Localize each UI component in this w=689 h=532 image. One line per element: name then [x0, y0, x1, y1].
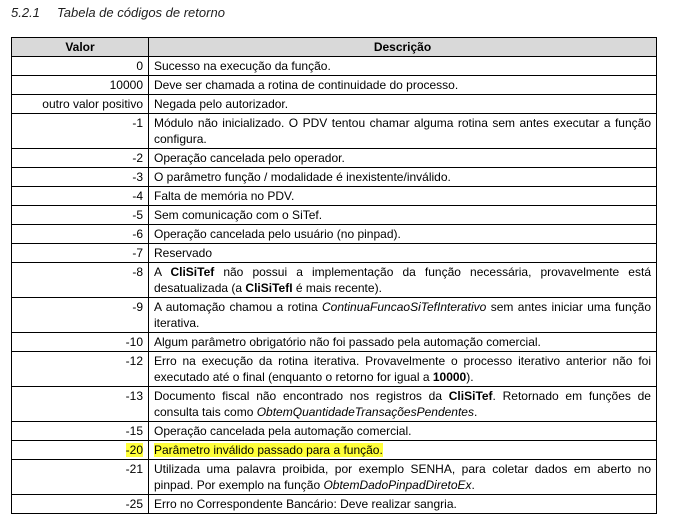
- return-code-value: -8: [12, 263, 149, 298]
- table-row: [12, 114, 657, 149]
- description-text: .: [471, 478, 475, 492]
- table-row: [12, 422, 657, 441]
- description-text: Módulo não inicializado. O PDV tentou chamar alguma rotina sem antes executar a função configura.: [154, 116, 651, 146]
- table-row: [12, 76, 657, 95]
- description-text: Erro no Correspondente Bancário: Deve realizar sangria.: [154, 497, 457, 511]
- return-code-value: -6: [12, 225, 149, 244]
- description-text: Sem comunicação com o SiTef.: [154, 208, 323, 222]
- table-row: [12, 352, 657, 387]
- return-code-description: [149, 244, 657, 263]
- return-code-value: -15: [12, 422, 149, 441]
- return-code-description: [149, 298, 657, 333]
- description-text: Sucesso na execução da função.: [154, 59, 331, 73]
- return-code-value: -21: [12, 460, 149, 495]
- return-code-value: -5: [12, 206, 149, 225]
- description-text: . Retornado em funções de consulta tais como: [154, 389, 651, 419]
- return-code-value: -12: [12, 352, 149, 387]
- description-text: Documento fiscal não encontrado nos registros da: [154, 389, 449, 403]
- return-code-description: [149, 95, 657, 114]
- description-text: Operação cancelada pelo usuário (no pinpad).: [154, 227, 401, 241]
- description-text: Deve ser chamada a rotina de continuidade do processo.: [154, 78, 459, 92]
- table-row: [12, 441, 657, 460]
- table-row: [12, 495, 657, 514]
- return-code-value: 0: [12, 57, 149, 76]
- table-body: [12, 57, 657, 514]
- return-code-description: [149, 76, 657, 95]
- return-code-value: -3: [12, 168, 149, 187]
- return-code-description: [149, 168, 657, 187]
- table-row: [12, 95, 657, 114]
- return-code-description: [149, 225, 657, 244]
- table-row: [12, 263, 657, 298]
- bold-term: CliSiTef: [448, 389, 493, 403]
- function-name: ObtemQuantidadeTransaçõesPendentes: [256, 405, 474, 419]
- function-name: ObtemDadoPinpadDiretoEx: [323, 478, 472, 492]
- description-text: Parâmetro inválido passado para a função.: [154, 443, 383, 457]
- description-text: ).: [466, 370, 474, 384]
- return-code-description: [149, 352, 657, 387]
- return-code-description: [149, 206, 657, 225]
- description-text: Erro na execução da rotina iterativa. Provavelmente o processo iterativo anterior não foi executado até o final (enquanto o retorno for igual a: [154, 354, 651, 384]
- highlighted-text: [154, 443, 383, 457]
- function-name: ContinuaFuncaoSiTefInterativo: [322, 300, 487, 314]
- return-code-value: -25: [12, 495, 149, 514]
- column-header-value: Valor: [12, 38, 149, 57]
- return-code-value: -7: [12, 244, 149, 263]
- return-code-value: outro valor positivo: [12, 95, 149, 114]
- bold-term: CliSiTef: [170, 265, 215, 279]
- return-code-value: -4: [12, 187, 149, 206]
- column-header-description: Descrição: [149, 38, 657, 57]
- description-text: A: [154, 265, 171, 279]
- return-code-description: [149, 149, 657, 168]
- table-row: [12, 206, 657, 225]
- description-text: é mais recente).: [292, 281, 382, 295]
- table-row: [12, 387, 657, 422]
- return-code-description: [149, 441, 657, 460]
- highlighted-value: -20: [125, 443, 143, 457]
- bold-term: 10000: [432, 370, 467, 384]
- table-header-row: [12, 38, 657, 57]
- description-text: não possui a implementação da função necessária, provavelmente está desatualizada (a: [154, 265, 651, 295]
- return-codes-table: [11, 37, 657, 514]
- section-title: Tabela de códigos de retorno: [57, 5, 225, 20]
- description-text: Falta de memória no PDV.: [154, 189, 295, 203]
- return-code-value: -10: [12, 333, 149, 352]
- table-row: [12, 298, 657, 333]
- table-row: [12, 460, 657, 495]
- return-code-description: [149, 460, 657, 495]
- table-row: [12, 333, 657, 352]
- description-text: Negada pelo autorizador.: [154, 97, 289, 111]
- return-code-value: [12, 441, 149, 460]
- table-row: [12, 168, 657, 187]
- return-code-description: [149, 422, 657, 441]
- table-row: [12, 149, 657, 168]
- return-code-value: -2: [12, 149, 149, 168]
- table-row: [12, 244, 657, 263]
- description-text: Operação cancelada pelo operador.: [154, 151, 345, 165]
- description-text: Operação cancelada pela automação comercial.: [154, 424, 412, 438]
- return-code-description: [149, 57, 657, 76]
- table-row: [12, 57, 657, 76]
- return-code-value: -9: [12, 298, 149, 333]
- section-number: 5.2.1: [11, 5, 40, 20]
- return-code-value: -1: [12, 114, 149, 149]
- table-row: [12, 225, 657, 244]
- description-text: Algum parâmetro obrigatório não foi passado pela automação comercial.: [154, 335, 541, 349]
- description-text: A automação chamou a rotina: [154, 300, 323, 314]
- return-code-value: 10000: [12, 76, 149, 95]
- description-text: Utilizada uma palavra proibida, por exemplo SENHA, para coletar dados em aberto no pinpad. Por exemplo na função: [154, 462, 651, 492]
- bold-term: CliSiTefI: [245, 281, 293, 295]
- return-code-value: -13: [12, 387, 149, 422]
- return-code-description: [149, 333, 657, 352]
- description-text: sem antes iniciar uma função iterativa.: [154, 300, 651, 330]
- return-code-description: [149, 187, 657, 206]
- description-text: Reservado: [154, 246, 213, 260]
- description-text: .: [473, 405, 478, 419]
- table-row: [12, 187, 657, 206]
- return-code-description: [149, 387, 657, 422]
- description-text: O parâmetro função / modalidade é inexistente/inválido.: [154, 170, 451, 184]
- return-code-description: [149, 263, 657, 298]
- return-code-description: [149, 114, 657, 149]
- section-heading: [11, 5, 225, 20]
- return-code-description: [149, 495, 657, 514]
